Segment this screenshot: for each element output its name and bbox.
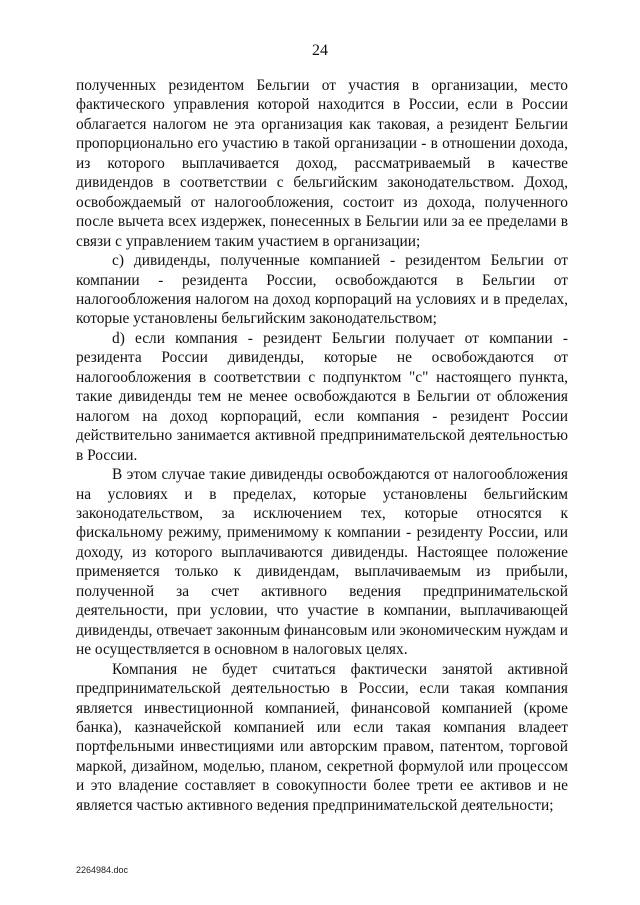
paragraph-subitem-d: d) если компания - резидент Бельгии получает от компании - резидента России дивиденды, которые не освобождаются от налогообложения в соответствии с подпунктом "c" настоящего пункта, такие дивиденды тем не менее освобождаются в Бельгии от обложения налогом на доход корпораций, если компания - резидент России действительно занимается активной предпринимательской деятельностью в России. <box>76 329 568 464</box>
page-number: 24 <box>312 42 328 59</box>
paragraph-continuation: полученных резидентом Бельгии от участия в организации, место фактического управления которой находится в России, если в России облагается налогом не эта организация как таковая, а резидент Бельгии пропорционально его участию в такой организации - в отношении дохода, из которого выплачивается доход, рассматриваемый в качестве дивидендов в соответствии с бельгийским законодательством. Доход, освобождаемый от налогообложения, состоит из дохода, полученного после вычета всех издержек, понесенных в Бельгии или за ее пределами в связи с управлением таким участием в организации; <box>76 77 568 250</box>
document-body <box>76 76 568 815</box>
footer-filename: 2264984.doc <box>76 865 129 875</box>
paragraph-active-business-definition: Компания не будет считаться фактически занятой активной предпринимательской деятельностью в России, если такая компания является инвестиционной компанией, финансовой компанией (кроме банка), казначейской компанией или если такая компания владеет портфельными инвестициями или авторским правом, патентом, торговой маркой, дизайном, моделью, планом, секретной формулой или процессом и это владение составляет в совокупности более трети ее активов и не является частью активного ведения предпринимательской деятельности; <box>76 660 568 814</box>
paragraph-subitem-c: c) дивиденды, полученные компанией - резидентом Бельгии от компании - резидента России, освобождаются в Бельгии от налогообложения налогом на доход корпораций на условиях и в пределах, которые установлены бельгийским законодательством; <box>76 252 568 328</box>
paragraph-exemption-conditions: В этом случае такие дивиденды освобождаются от налогообложения на условиях и в пределах, которые установлены бельгийским законодательством, за исключением тех, которые относятся к фискальному режиму, применимому к компании - резиденту России, или доходу, из которого выплачиваются дивиденды. Настоящее положение применяется только к дивидендам, выплачиваемым из прибыли, полученной за счет активного ведения предпринимательской деятельности, при условии, что участие в компании, выплачивающей дивиденды, отвечает законным финансовым или экономическим нуждам и не осуществляется в основном в налоговых целях. <box>76 466 568 659</box>
